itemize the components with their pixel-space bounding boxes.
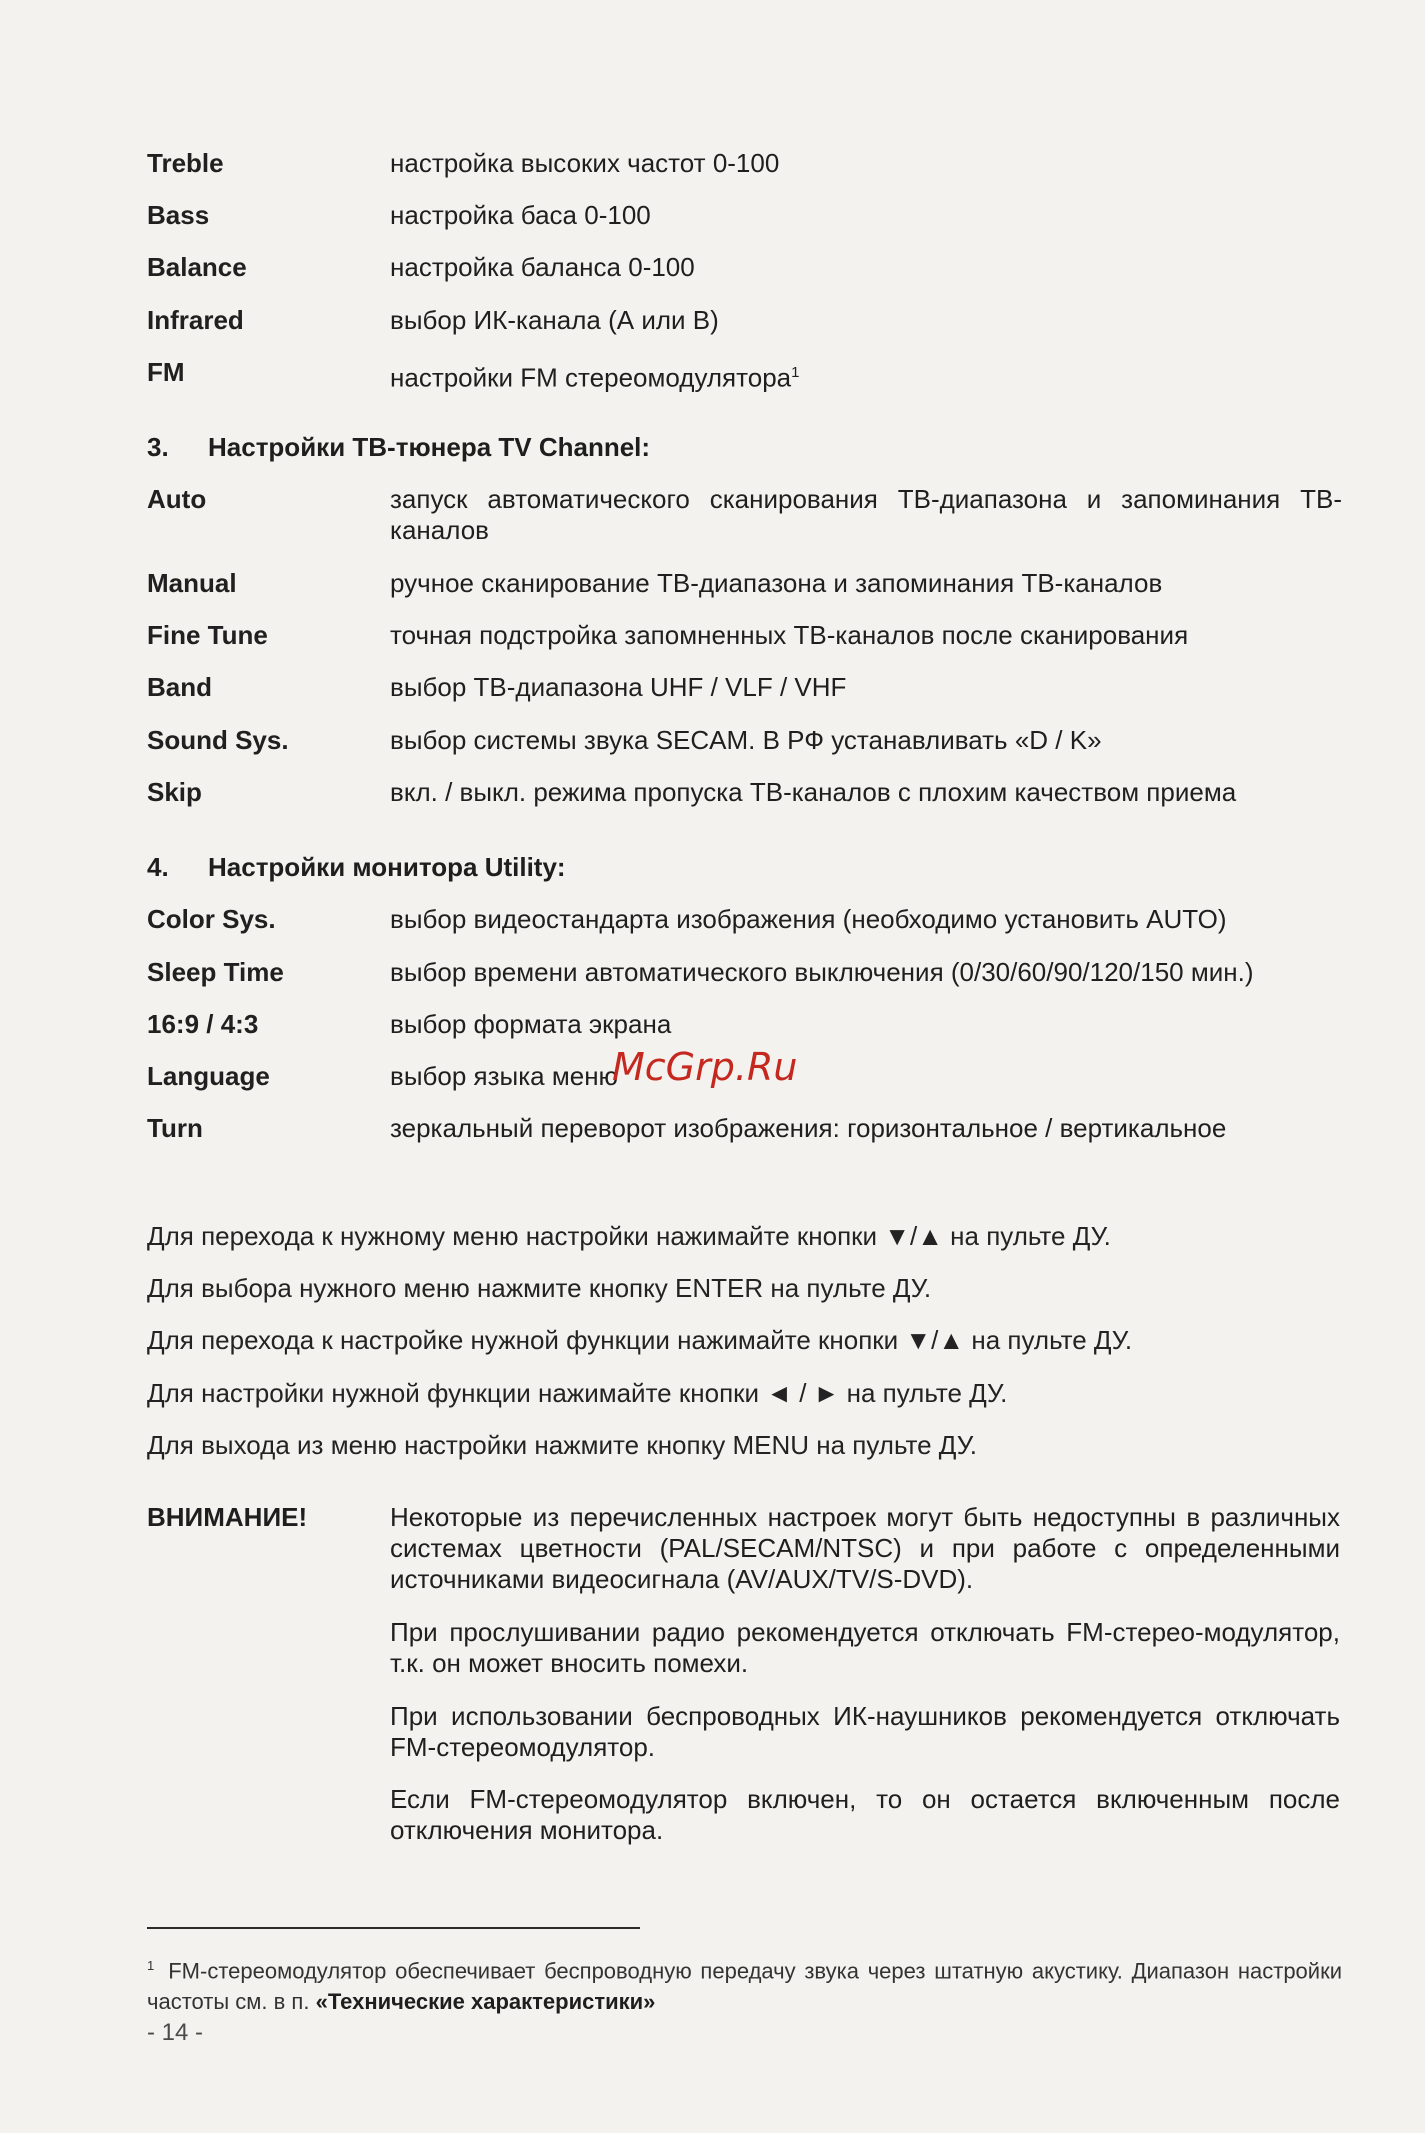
setting-description: зеркальный переворот изображения: горизонтальное / вертикальное bbox=[390, 1113, 1227, 1143]
setting-term: Band bbox=[147, 672, 212, 702]
section-number: 4. bbox=[147, 852, 169, 882]
setting-description: настройки FM стереомодулятора$^1$ bbox=[390, 362, 800, 393]
warning-label: ВНИМАНИЕ! bbox=[147, 1502, 308, 1532]
warning-paragraph: При использовании беспроводных ИК-наушников рекомендуется отключать FM-стереомодулятор. bbox=[390, 1701, 1340, 1762]
setting-description: выбор времени автоматического выключения (0/30/60/90/120/150 мин.) bbox=[390, 957, 1254, 987]
setting-description: выбор системы звука SECAM. В РФ устанавливать «D / K» bbox=[390, 725, 1102, 755]
footnote bbox=[147, 1950, 1342, 2017]
setting-term: FM bbox=[147, 357, 185, 387]
page-number: - 14 - bbox=[147, 2019, 204, 2046]
setting-term: Infrared bbox=[147, 305, 244, 335]
warning-paragraph: Некоторые из перечисленных настроек могут быть недоступны в различных системах цветности (PAL/SECAM/NTSC) и при работе с определенными источниками видеосигнала (AV/AUX/TV/S-DVD). bbox=[390, 1502, 1340, 1594]
setting-term: Skip bbox=[147, 777, 202, 807]
setting-description: выбор языка меню bbox=[390, 1061, 619, 1091]
footnote-text: FM-стереомодулятор обеспечивает беспроводную передачу звука через штатную акустику. Диапазон настройки частоты см. в п. bbox=[147, 1958, 1342, 2015]
setting-description: выбор ИК-канала (А или В) bbox=[390, 305, 719, 335]
setting-description: ручное сканирование ТВ-диапазона и запоминания ТВ-каналов bbox=[390, 568, 1163, 598]
setting-term: Auto bbox=[147, 484, 207, 514]
instruction-line: Для выбора нужного меню нажмите кнопку ENTER на пульте ДУ. bbox=[147, 1273, 932, 1303]
setting-term: Sleep Time bbox=[147, 957, 284, 987]
footnote-bold-reference: «Технические характеристики» bbox=[315, 1989, 656, 2015]
setting-description: настройка высоких частот 0-100 bbox=[390, 148, 780, 178]
setting-description: настройка баса 0-100 bbox=[390, 200, 651, 230]
instruction-line: Для перехода к нужному меню настройки нажимайте кнопки ▼/▲ на пульте ДУ. bbox=[147, 1221, 1111, 1251]
setting-term: Fine Tune bbox=[147, 620, 268, 650]
section-heading-tv-channel bbox=[147, 432, 650, 463]
setting-term: Bass bbox=[147, 200, 210, 230]
footnote-reference: 1 bbox=[791, 364, 800, 381]
setting-term: 16:9 / 4:3 bbox=[147, 1009, 259, 1039]
section-heading-utility bbox=[147, 852, 566, 883]
setting-term: Color Sys. bbox=[147, 904, 276, 934]
setting-description: выбор формата экрана bbox=[390, 1009, 672, 1039]
instruction-line: Для выхода из меню настройки нажмите кнопку MENU на пульте ДУ. bbox=[147, 1430, 977, 1460]
setting-description: настройка баланса 0-100 bbox=[390, 252, 695, 282]
footnote-divider bbox=[147, 1927, 640, 1929]
setting-term: Turn bbox=[147, 1113, 203, 1143]
section-title: Настройки ТВ-тюнера TV Channel: bbox=[208, 432, 651, 462]
warning-paragraph: При прослушивании радио рекомендуется отключать FM-стерео-модулятор, т.к. он может вносить помехи. bbox=[390, 1617, 1340, 1678]
setting-description: точная подстройка запомненных ТВ-каналов после сканирования bbox=[390, 620, 1189, 650]
section-number: 3. bbox=[147, 432, 169, 462]
setting-description: выбор видеостандарта изображения (необходимо установить AUTO) bbox=[390, 904, 1227, 934]
setting-description: выбор ТВ-диапазона UHF / VLF / VHF bbox=[390, 672, 847, 702]
instruction-line: Для настройки нужной функции нажимайте кнопки ◄ / ► на пульте ДУ. bbox=[147, 1378, 1008, 1408]
setting-term: Balance bbox=[147, 252, 247, 282]
watermark: McGrp.Ru bbox=[612, 1045, 798, 1089]
section-title: Настройки монитора Utility: bbox=[208, 852, 566, 882]
setting-description: запуск автоматического сканирования ТВ-диапазона и запоминания ТВ-каналов bbox=[390, 484, 1342, 545]
setting-term: Language bbox=[147, 1061, 270, 1091]
setting-term: Manual bbox=[147, 568, 237, 598]
setting-term: Sound Sys. bbox=[147, 725, 289, 755]
footnote-mark: 1 bbox=[147, 1958, 155, 1973]
instruction-line: Для перехода к настройке нужной функции нажимайте кнопки ▼/▲ на пульте ДУ. bbox=[147, 1325, 1133, 1355]
setting-term: Treble bbox=[147, 148, 224, 178]
warning-paragraph: Если FM-стереомодулятор включен, то он остается включенным после отключения монитора. bbox=[390, 1784, 1340, 1845]
setting-description: вкл. / выкл. режима пропуска ТВ-каналов с плохим качеством приема bbox=[390, 777, 1237, 807]
